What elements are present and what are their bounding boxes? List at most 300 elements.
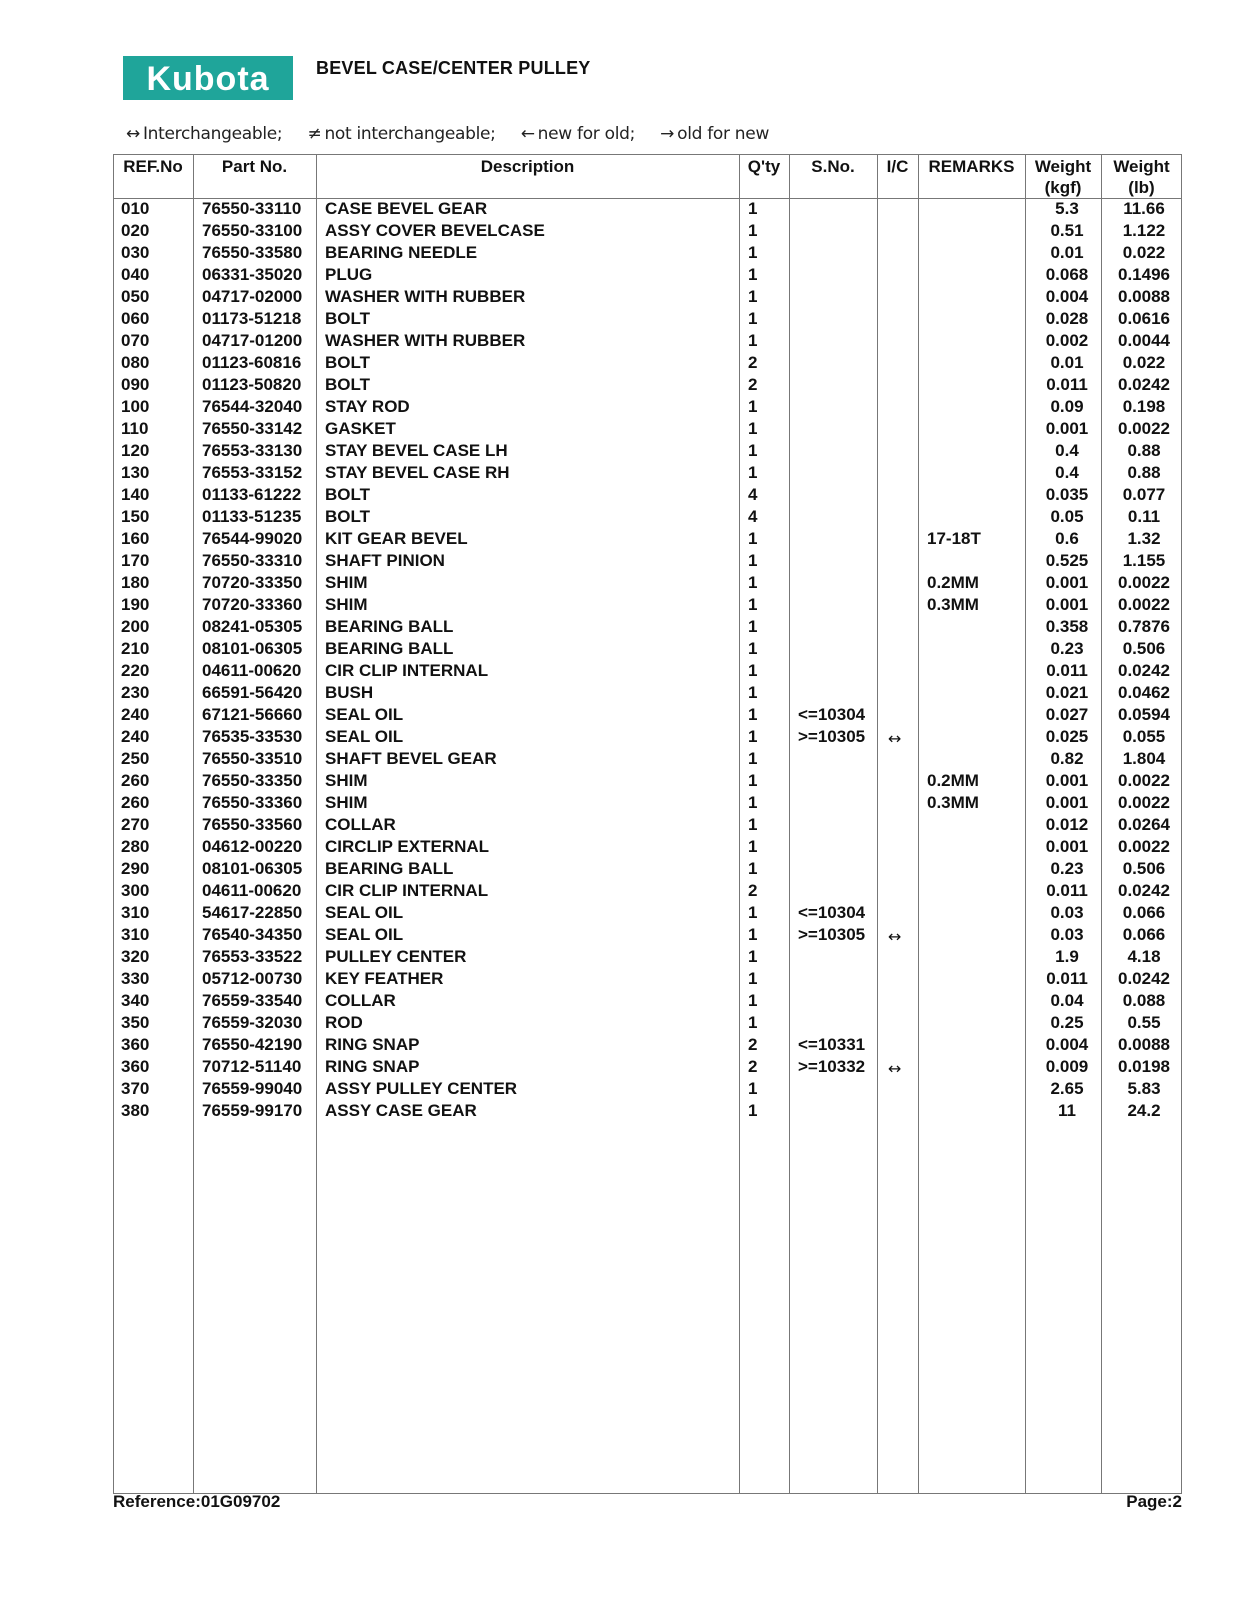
cell-weight-lb: 0.7876 [1118,617,1170,636]
table-row [0,990,1236,1012]
cell-weight-kgf: 0.01 [1050,243,1084,262]
cell-ref: 360 [121,1057,150,1076]
cell-weight-lb: 0.0022 [1118,419,1170,438]
interchangeability-legend [126,124,789,144]
cell-quantity: 1 [748,815,758,834]
cell-weight-lb: 11.66 [1123,199,1165,218]
cell-description: RING SNAP [325,1057,420,1076]
table-row [0,286,1236,308]
cell-quantity: 4 [748,485,758,504]
table-row [0,616,1236,638]
cell-weight-lb: 0.0022 [1118,771,1170,790]
cell-weight-lb: 0.0594 [1118,705,1170,724]
table-row [0,1078,1236,1100]
cell-weight-kgf: 0.25 [1050,1013,1084,1032]
cell-weight-lb: 0.88 [1127,463,1161,482]
cell-weight-kgf: 0.011 [1046,661,1088,680]
cell-interchangeable-icon: ↔ [888,1059,902,1078]
cell-part-number: 76550-33350 [202,771,303,790]
cell-weight-lb: 0.022 [1122,243,1166,262]
cell-quantity: 1 [748,903,758,922]
cell-ref: 020 [121,221,150,240]
cell-ref: 160 [121,529,150,548]
cell-description: STAY BEVEL CASE RH [325,463,510,482]
cell-serial-number: <=10304 [798,903,866,922]
table-row [0,1012,1236,1034]
table-row [0,242,1236,264]
cell-weight-lb: 0.0022 [1118,573,1170,592]
cell-ref: 080 [121,353,150,372]
cell-ref: 010 [121,199,150,218]
cell-quantity: 1 [748,287,758,306]
cell-weight-kgf: 0.001 [1045,595,1089,614]
cell-part-number: 76535-33530 [202,727,303,746]
cell-weight-lb: 0.11 [1127,507,1161,526]
cell-ref: 210 [121,639,150,658]
cell-ref: 110 [121,419,149,438]
column-header-ic: I/C [886,157,909,176]
cell-weight-kgf: 0.01 [1050,353,1084,372]
cell-weight-kgf: 0.028 [1045,309,1089,328]
table-row [0,1100,1236,1122]
cell-remarks: 0.2MM [927,771,979,790]
cell-serial-number: >=10305 [798,727,866,746]
cell-ref: 380 [121,1101,150,1120]
cell-quantity: 1 [748,1079,758,1098]
table-row [0,660,1236,682]
cell-weight-kgf: 0.004 [1045,1035,1089,1054]
cell-interchangeable-icon: ↔ [888,729,902,748]
table-row [0,418,1236,440]
cell-ref: 370 [121,1079,150,1098]
cell-description: SEAL OIL [325,705,404,724]
cell-weight-kgf: 11 [1058,1101,1076,1120]
cell-description: CIR CLIP INTERNAL [325,881,489,900]
table-row [0,924,1236,946]
cell-part-number: 70712-51140 [202,1057,302,1076]
cell-weight-lb: 0.088 [1122,991,1166,1010]
cell-description: BEARING BALL [325,639,454,658]
cell-description: BEARING BALL [325,859,454,878]
column-header-part: Part No. [221,157,288,176]
cell-part-number: 76550-33310 [202,551,303,570]
table-row [0,748,1236,770]
cell-description: BUSH [325,683,374,702]
cell-quantity: 1 [748,441,758,460]
cell-quantity: 2 [748,1057,758,1076]
cell-part-number: 76553-33130 [202,441,303,460]
table-row [0,374,1236,396]
cell-description: BOLT [325,353,371,372]
cell-ref: 140 [121,485,150,504]
kubota-logo-mark [128,60,288,96]
cell-description: PLUG [325,265,373,284]
cell-quantity: 1 [748,925,758,944]
cell-ref: 310 [121,925,150,944]
cell-remarks: 17-18T [927,529,981,548]
cell-part-number: 08241-05305 [202,617,303,636]
cell-quantity: 2 [748,375,758,394]
cell-weight-lb: 0.88 [1127,441,1161,460]
cell-description: RING SNAP [325,1035,420,1054]
cell-weight-lb: 0.0616 [1118,309,1170,328]
cell-part-number: 04612-00220 [202,837,303,856]
cell-weight-kgf: 0.001 [1045,793,1089,812]
table-row [0,858,1236,880]
cell-weight-lb: 0.0022 [1118,595,1170,614]
cell-serial-number: <=10304 [798,705,866,724]
cell-weight-kgf: 0.03 [1050,903,1084,922]
cell-weight-kgf: 0.002 [1045,331,1089,350]
cell-part-number: 66591-56420 [202,683,303,702]
cell-weight-lb: 0.066 [1122,925,1166,944]
cell-interchangeable-icon: ↔ [888,927,902,946]
table-row [0,462,1236,484]
cell-part-number: 04611-00620 [202,881,302,900]
cell-description: GASKET [325,419,396,438]
cell-description: SEAL OIL [325,925,404,944]
cell-weight-kgf: 0.6 [1055,529,1079,548]
table-row [0,352,1236,374]
legend-item-not-interchangeable: ≠ not interchangeable; [307,124,496,144]
parts-table-body [0,198,1236,1122]
cell-description: ROD [325,1013,363,1032]
table-row [0,396,1236,418]
cell-weight-lb: 0.066 [1122,903,1166,922]
cell-description: ASSY PULLEY CENTER [325,1079,518,1098]
cell-weight-lb: 0.0198 [1118,1057,1170,1076]
cell-weight-lb: 1.122 [1122,221,1166,240]
cell-part-number: 76550-33142 [202,419,303,438]
cell-part-number: 76550-33100 [202,221,303,240]
cell-part-number: 76553-33152 [202,463,303,482]
cell-weight-kgf: 0.4 [1055,463,1079,482]
table-row [0,792,1236,814]
cell-quantity: 1 [748,199,758,218]
cell-serial-number: >=10332 [798,1057,866,1076]
cell-description: SHAFT BEVEL GEAR [325,749,497,768]
cell-part-number: 76550-33510 [202,749,303,768]
cell-quantity: 1 [748,419,758,438]
cell-quantity: 1 [748,859,758,878]
cell-quantity: 1 [748,243,758,262]
cell-weight-lb: 0.0242 [1118,661,1170,680]
cell-weight-kgf: 0.001 [1045,837,1089,856]
table-row [0,968,1236,990]
table-row [0,198,1236,220]
table-row [0,220,1236,242]
cell-weight-lb: 0.0088 [1118,1035,1170,1054]
cell-part-number: 06331-35020 [202,265,303,284]
cell-weight-lb: 24.2 [1127,1101,1161,1120]
cell-description: STAY BEVEL CASE LH [325,441,508,460]
cell-remarks: 0.2MM [927,573,979,592]
cell-ref: 100 [121,397,150,416]
cell-description: ASSY COVER BEVELCASE [325,221,545,240]
cell-quantity: 1 [748,661,758,680]
cell-ref: 240 [121,727,150,746]
cell-part-number: 01173-51218 [202,309,302,328]
cell-description: BEARING BALL [325,617,454,636]
cell-weight-lb: 1.32 [1127,529,1161,548]
cell-serial-number: <=10331 [798,1035,866,1054]
column-header-weight-kgf: Weight (kgf) [1034,157,1092,197]
svg-text:Kubota: Kubota [146,60,270,96]
cell-part-number: 76550-33560 [202,815,303,834]
cell-remarks: 0.3MM [927,595,979,614]
cell-weight-kgf: 0.027 [1045,705,1089,724]
table-row [0,550,1236,572]
cell-ref: 250 [121,749,150,768]
cell-quantity: 1 [748,463,758,482]
column-header-description: Description [480,157,575,176]
cell-quantity: 1 [748,683,758,702]
cell-weight-kgf: 0.09 [1050,397,1084,416]
cell-weight-kgf: 0.021 [1045,683,1089,702]
column-header-weight-lb: Weight (lb) [1113,157,1170,197]
cell-weight-lb: 0.506 [1122,639,1166,658]
cell-weight-lb: 5.83 [1127,1079,1161,1098]
cell-weight-lb: 0.0044 [1118,331,1170,350]
table-row [0,572,1236,594]
cell-part-number: 67121-56660 [202,705,303,724]
cell-quantity: 1 [748,705,758,724]
cell-quantity: 1 [748,573,758,592]
cell-description: BEARING NEEDLE [325,243,478,262]
cell-part-number: 70720-33350 [202,573,303,592]
cell-part-number: 04717-02000 [202,287,303,306]
cell-weight-lb: 0.0088 [1118,287,1170,306]
cell-weight-lb: 0.077 [1122,485,1166,504]
cell-ref: 340 [121,991,150,1010]
cell-quantity: 1 [748,551,758,570]
cell-quantity: 1 [748,309,758,328]
cell-quantity: 1 [748,1101,758,1120]
table-row [0,880,1236,902]
cell-weight-lb: 1.155 [1122,551,1166,570]
table-row [0,330,1236,352]
cell-ref: 240 [121,705,150,724]
cell-quantity: 1 [748,265,758,284]
cell-description: CIRCLIP EXTERNAL [325,837,490,856]
cell-ref: 230 [121,683,150,702]
cell-part-number: 01123-60816 [202,353,302,372]
cell-weight-kgf: 0.05 [1050,507,1084,526]
kubota-logo [123,56,293,100]
cell-quantity: 1 [748,947,758,966]
cell-part-number: 05712-00730 [202,969,303,988]
cell-ref: 200 [121,617,150,636]
cell-weight-kgf: 0.001 [1045,573,1089,592]
column-header-remarks: REMARKS [928,157,1015,176]
cell-ref: 300 [121,881,150,900]
cell-ref: 180 [121,573,150,592]
table-row [0,1034,1236,1056]
column-header-qty: Q'ty [747,157,781,176]
cell-description: SHIM [325,793,368,812]
cell-quantity: 2 [748,1035,758,1054]
cell-ref: 170 [121,551,150,570]
cell-ref: 220 [121,661,150,680]
table-row [0,638,1236,660]
legend-item-old-for-new: → old for new [660,124,770,144]
cell-description: SEAL OIL [325,903,404,922]
cell-weight-lb: 0.1496 [1118,265,1170,284]
cell-weight-kgf: 0.04 [1050,991,1084,1010]
cell-ref: 260 [121,771,150,790]
cell-weight-kgf: 0.011 [1046,881,1088,900]
cell-description: KEY FEATHER [325,969,444,988]
cell-weight-kgf: 0.525 [1045,551,1089,570]
cell-part-number: 76559-32030 [202,1013,303,1032]
cell-description: BOLT [325,375,371,394]
cell-weight-kgf: 0.025 [1045,727,1089,746]
table-row [0,264,1236,286]
cell-weight-lb: 4.18 [1127,947,1161,966]
cell-ref: 260 [121,793,150,812]
cell-serial-number: >=10305 [798,925,866,944]
cell-weight-lb: 0.0462 [1118,683,1170,702]
cell-weight-kgf: 2.65 [1050,1079,1084,1098]
cell-part-number: 76550-42190 [202,1035,303,1054]
cell-part-number: 70720-33360 [202,595,303,614]
cell-part-number: 76544-32040 [202,397,303,416]
cell-part-number: 08101-06305 [202,859,303,878]
cell-weight-lb: 1.804 [1122,749,1166,768]
cell-quantity: 2 [748,353,758,372]
cell-description: COLLAR [325,991,396,1010]
reference-number: Reference:01G09702 [113,1492,281,1511]
cell-part-number: 04611-00620 [202,661,302,680]
cell-description: WASHER WITH RUBBER [325,287,526,306]
table-row [0,484,1236,506]
cell-description: SHIM [325,595,368,614]
cell-quantity: 1 [748,331,758,350]
cell-description: STAY ROD [325,397,410,416]
cell-quantity: 1 [748,639,758,658]
cell-weight-kgf: 0.23 [1050,639,1084,658]
cell-weight-kgf: 5.3 [1055,199,1079,218]
cell-weight-lb: 0.198 [1122,397,1166,416]
cell-quantity: 1 [748,969,758,988]
cell-description: SHIM [325,771,368,790]
cell-description: COLLAR [325,815,396,834]
cell-weight-kgf: 0.001 [1045,419,1089,438]
cell-description: ASSY CASE GEAR [325,1101,477,1120]
cell-part-number: 54617-22850 [202,903,303,922]
cell-ref: 070 [121,331,150,350]
cell-weight-lb: 0.506 [1122,859,1166,878]
cell-remarks: 0.3MM [927,793,979,812]
cell-weight-kgf: 0.035 [1045,485,1089,504]
cell-weight-kgf: 0.358 [1045,617,1089,636]
cell-ref: 190 [121,595,150,614]
legend-item-interchangeable: ↔ Interchangeable; [126,124,283,144]
cell-part-number: 76559-99040 [202,1079,303,1098]
cell-ref: 090 [121,375,150,394]
cell-quantity: 1 [748,617,758,636]
cell-weight-kgf: 1.9 [1055,947,1079,966]
table-row [0,1056,1236,1078]
cell-quantity: 1 [748,727,758,746]
cell-ref: 040 [121,265,150,284]
cell-description: SEAL OIL [325,727,404,746]
column-header-ref: REF.No [123,157,183,176]
cell-description: PULLEY CENTER [325,947,467,966]
cell-weight-kgf: 0.011 [1046,375,1088,394]
cell-ref: 150 [121,507,150,526]
cell-part-number: 08101-06305 [202,639,303,658]
cell-weight-kgf: 0.001 [1045,771,1089,790]
cell-weight-kgf: 0.012 [1045,815,1089,834]
table-row [0,726,1236,748]
cell-part-number: 76559-33540 [202,991,303,1010]
table-row [0,440,1236,462]
table-row [0,814,1236,836]
cell-quantity: 1 [748,529,758,548]
table-row [0,682,1236,704]
cell-weight-lb: 0.55 [1127,1013,1161,1032]
cell-ref: 330 [121,969,150,988]
cell-weight-lb: 0.0242 [1118,881,1170,900]
cell-part-number: 76544-99020 [202,529,303,548]
cell-part-number: 76540-34350 [202,925,303,944]
cell-ref: 290 [121,859,150,878]
table-row [0,704,1236,726]
cell-ref: 360 [121,1035,150,1054]
cell-weight-lb: 0.0242 [1118,969,1170,988]
cell-quantity: 2 [748,881,758,900]
cell-description: WASHER WITH RUBBER [325,331,526,350]
cell-weight-kgf: 0.004 [1045,287,1089,306]
cell-ref: 270 [121,815,150,834]
cell-weight-lb: 0.0022 [1118,837,1170,856]
cell-ref: 130 [121,463,150,482]
cell-quantity: 1 [748,221,758,240]
cell-weight-kgf: 0.82 [1050,749,1084,768]
cell-ref: 310 [121,903,150,922]
cell-part-number: 76550-33580 [202,243,303,262]
cell-description: CIR CLIP INTERNAL [325,661,489,680]
cell-weight-kgf: 0.4 [1055,441,1079,460]
cell-part-number: 76559-99170 [202,1101,303,1120]
cell-weight-kgf: 0.23 [1050,859,1084,878]
cell-weight-lb: 0.022 [1122,353,1166,372]
cell-quantity: 1 [748,1013,758,1032]
table-row [0,902,1236,924]
table-row [0,836,1236,858]
cell-description: SHIM [325,573,368,592]
cell-description: BOLT [325,309,371,328]
cell-weight-lb: 0.0242 [1118,375,1170,394]
table-row [0,528,1236,550]
cell-description: BOLT [325,507,371,526]
table-row [0,594,1236,616]
table-row [0,308,1236,330]
cell-quantity: 1 [748,793,758,812]
cell-part-number: 01133-51235 [202,507,302,526]
cell-ref: 060 [121,309,150,328]
cell-weight-kgf: 0.009 [1045,1057,1089,1076]
cell-weight-kgf: 0.011 [1046,969,1088,988]
cell-ref: 320 [121,947,150,966]
column-header-serial: S.No. [811,157,855,176]
cell-quantity: 1 [748,595,758,614]
cell-part-number: 04717-01200 [202,331,303,350]
cell-description: BOLT [325,485,371,504]
cell-ref: 280 [121,837,150,856]
cell-part-number: 76550-33110 [202,199,302,218]
